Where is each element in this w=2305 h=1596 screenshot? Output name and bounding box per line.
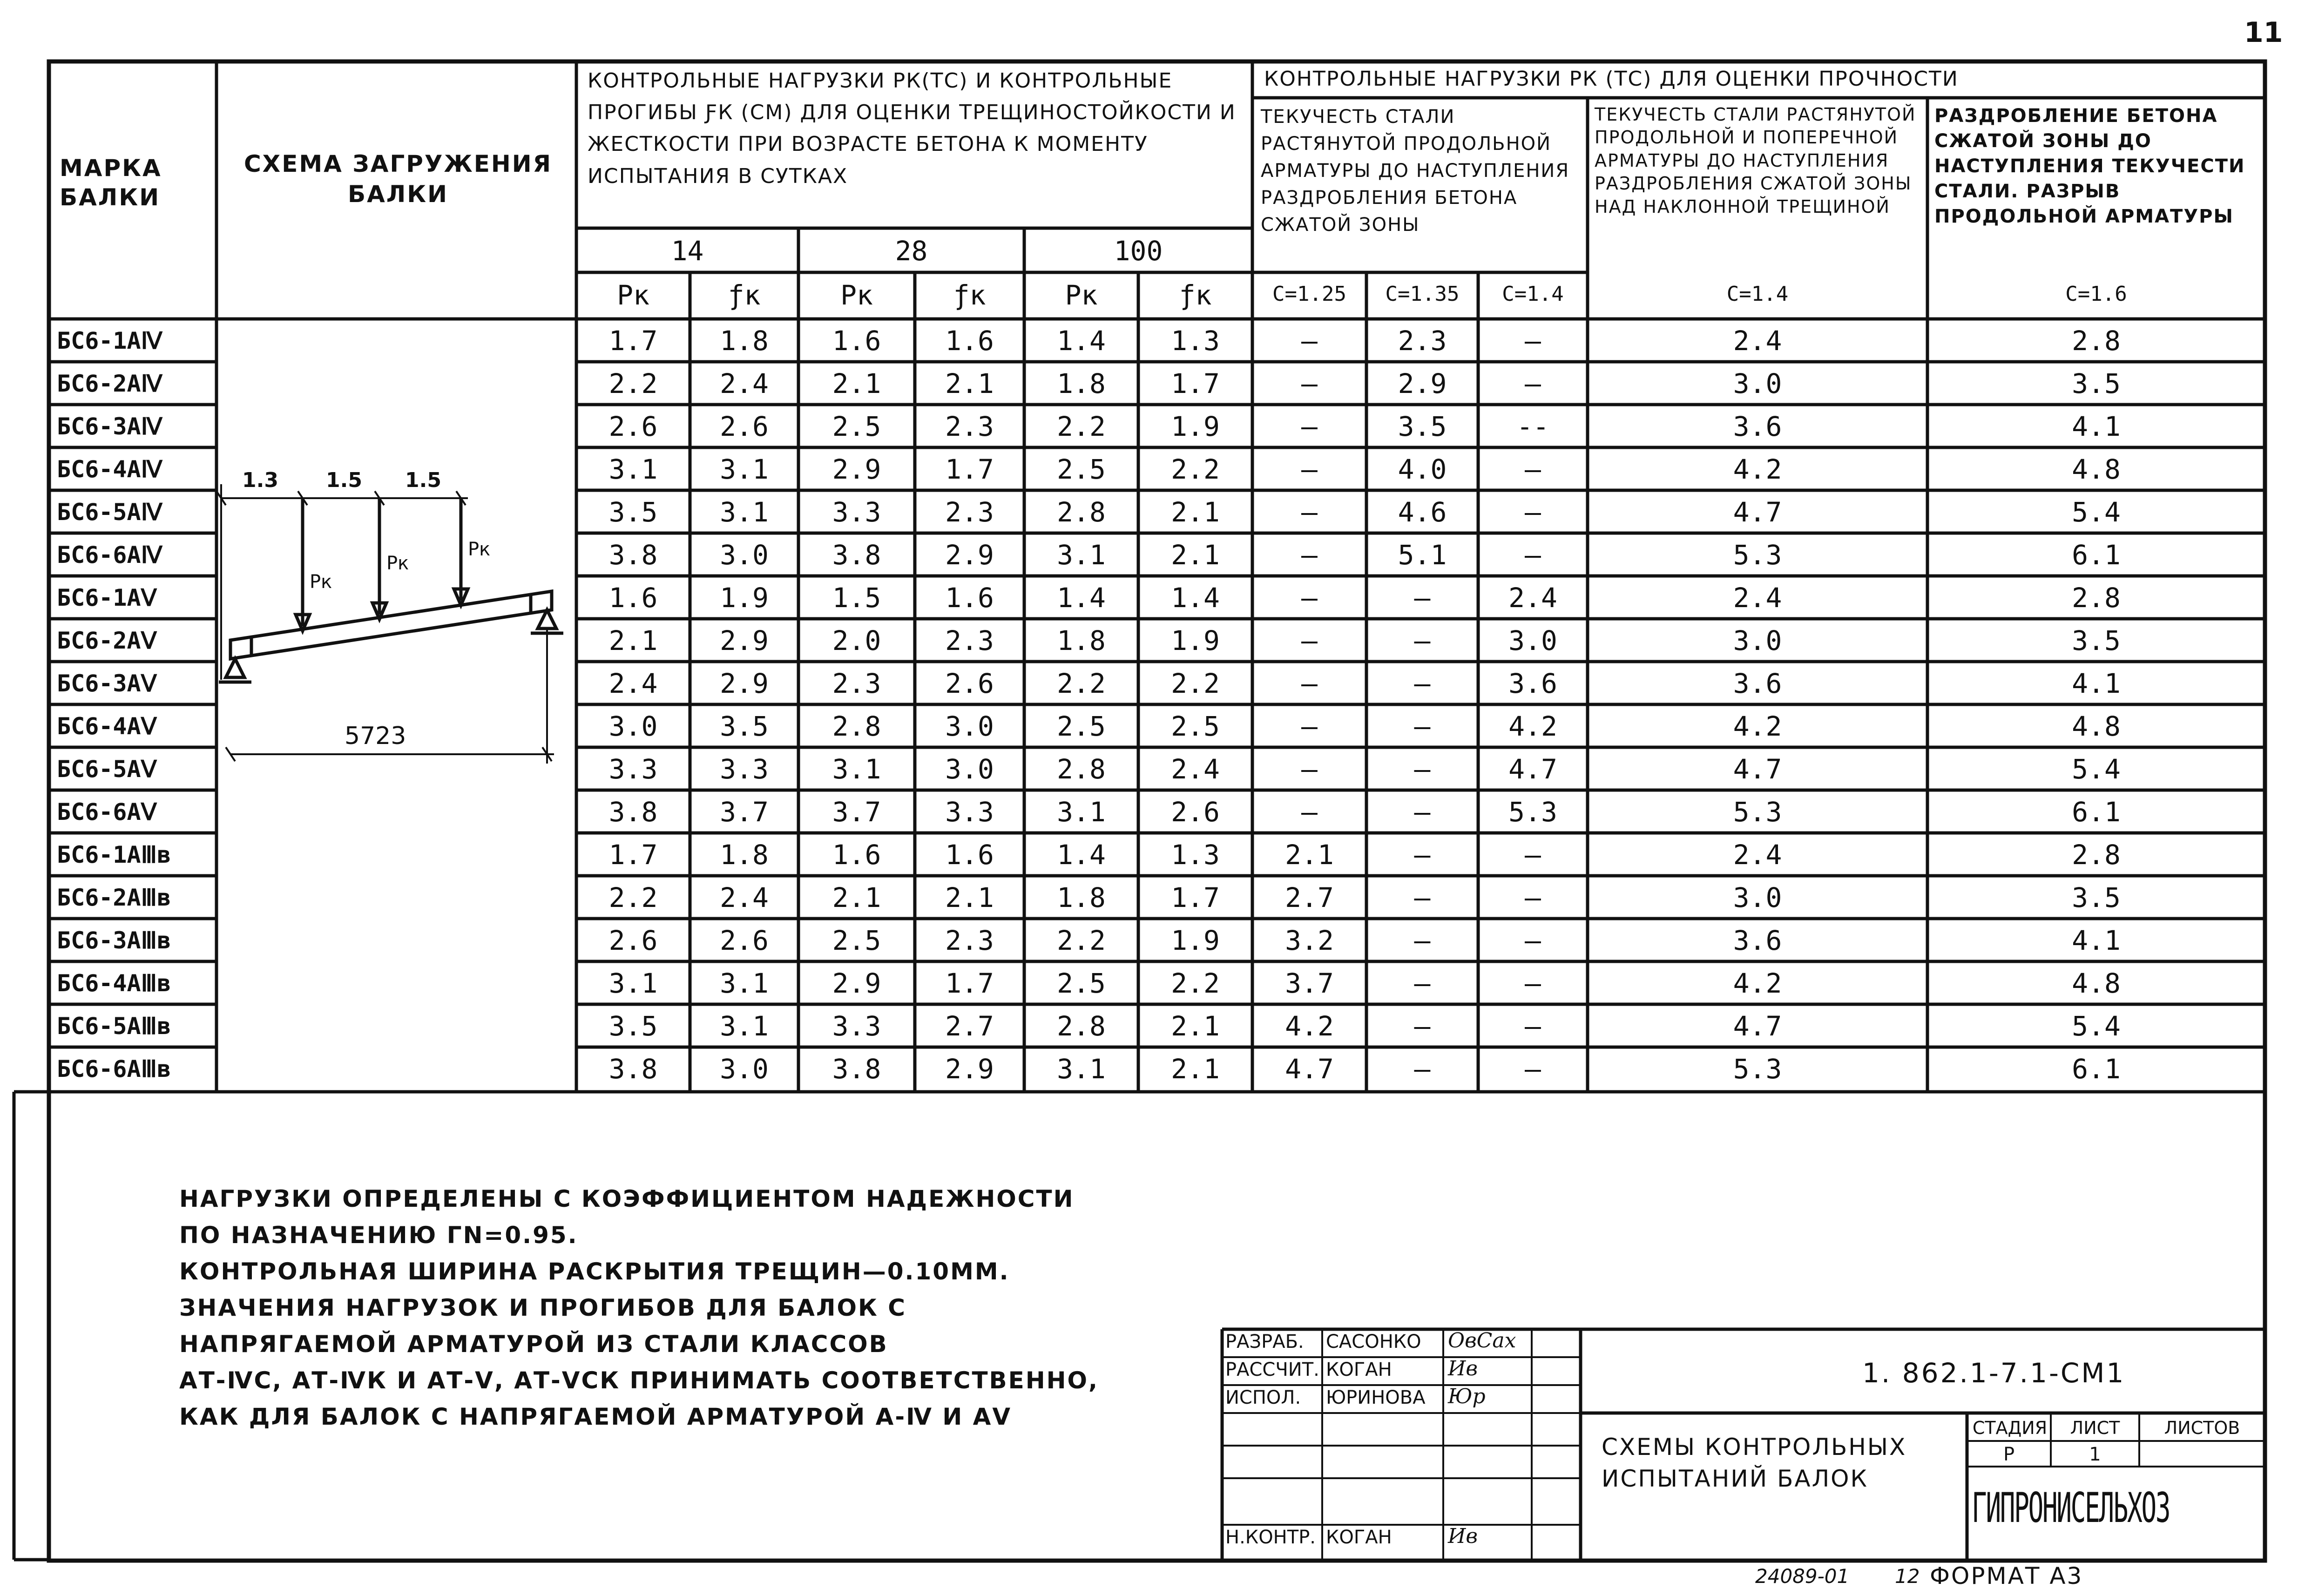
table-cell: 3.0 [1733, 882, 1782, 913]
table-cell: 2.2 [1171, 668, 1220, 699]
table-cell: — [1414, 796, 1431, 828]
table-cell: 1.6 [945, 839, 994, 871]
table-cell: 2.1 [832, 368, 881, 399]
table-cell: 2.9 [832, 453, 881, 485]
table-cell: 4.7 [1733, 496, 1782, 528]
table-cell: 2.1 [1285, 839, 1334, 871]
table-cell: 3.1 [608, 967, 658, 999]
table-cell: 2.6 [608, 925, 658, 956]
table-cell: 1.9 [1171, 411, 1220, 442]
table-cell: 3.3 [945, 796, 994, 828]
table-cell: 3.1 [1057, 539, 1106, 571]
table-cell: 4.7 [1508, 753, 1557, 785]
table-cell: 2.3 [945, 496, 994, 528]
table-cell: 2.4 [1171, 753, 1220, 785]
title-name: КОГАН [1326, 1527, 1392, 1548]
table-cell: 1.8 [1057, 882, 1106, 913]
table-cell: — [1414, 753, 1431, 785]
table-cell: 2.8 [2072, 582, 2121, 614]
table-cell: 2.3 [832, 668, 881, 699]
table-cell: 2.8 [832, 710, 881, 742]
table-cell: 2.5 [1171, 710, 1220, 742]
title-name: ЮРИНОВА [1326, 1387, 1426, 1408]
table-cell: 2.8 [2072, 839, 2121, 871]
scheme-span: 5723 [345, 722, 406, 750]
table-cell: — [1414, 839, 1431, 871]
table-cell: 3.3 [832, 1010, 881, 1042]
table-cell: 2.3 [945, 625, 994, 656]
table-cell: 1.8 [1057, 368, 1106, 399]
table-cell: 2.8 [1057, 753, 1106, 785]
table-cell: 3.0 [945, 710, 994, 742]
table-cell: — [1525, 496, 1541, 528]
table-cell: 5.3 [1508, 796, 1557, 828]
table-cell: 2.4 [1733, 839, 1782, 871]
header-crush: РАЗДРОБЛЕНИЕ БЕТОНА СЖАТОЙ ЗОНЫ ДО НАСТУПЛЕНИЯ ТЕКУЧЕСТИ СТАЛИ. РАЗРЫВ ПРОДОЛЬНОЙ АРМАТУРЫ [1934, 105, 2245, 227]
title-name: КОГАН [1326, 1359, 1392, 1380]
table-cell: 2.3 [945, 411, 994, 442]
table-cell: 2.4 [720, 882, 769, 913]
title-role: РАССЧИТ. [1225, 1359, 1319, 1380]
table-cell: 4.2 [1285, 1010, 1334, 1042]
table-cell: — [1525, 925, 1541, 956]
table-cell: — [1525, 839, 1541, 871]
table-cell: 5.4 [2072, 496, 2121, 528]
page-number: 11 [2244, 16, 2283, 49]
organization: ГИПРОНИСЕЛЬХОЗ [1972, 1484, 2170, 1532]
fk-label-28: ƒк [953, 279, 986, 311]
beam-mark: БС6-2АⅣ [57, 370, 162, 397]
table-cell: 1.3 [1171, 325, 1220, 357]
beam-scheme-drawing [216, 484, 563, 764]
table-cell: 3.3 [608, 753, 658, 785]
table-cell: 2.4 [1508, 582, 1557, 614]
table-cell: — [1414, 925, 1431, 956]
table-cell: 1.9 [1171, 925, 1220, 956]
table-cell: 2.5 [1057, 967, 1106, 999]
table-cell: 3.0 [1733, 625, 1782, 656]
table-cell: 1.7 [1171, 882, 1220, 913]
table-cell: 2.9 [945, 1053, 994, 1085]
table-cell: 3.7 [1285, 967, 1334, 999]
beam-mark: БС6-4АⅤ [57, 713, 157, 740]
table-cell: -- [1516, 411, 1549, 442]
beam-mark: БС6-6АⅢв [57, 1055, 171, 1082]
sheet-label: ЛИСТ [2070, 1418, 2120, 1438]
signature: Юр [1448, 1385, 1486, 1408]
table-cell: 3.6 [1733, 925, 1782, 956]
beam-mark: БС6-2АⅤ [57, 627, 157, 654]
table-cell: 2.6 [1171, 796, 1220, 828]
table-cell: 2.2 [1057, 925, 1106, 956]
beam-mark: БС6-4АⅣ [57, 456, 162, 483]
table-cell: 4.8 [2072, 453, 2121, 485]
note-line: ЗНАЧЕНИЯ НАГРУЗОК И ПРОГИБОВ ДЛЯ БАЛОК С [179, 1294, 906, 1321]
header-scheme: СХЕМА ЗАГРУЖЕНИЯ БАЛКИ [243, 150, 553, 208]
note-line: АТ-ⅣС, АТ-ⅣК И АТ-Ⅴ, АТ-ⅤСК ПРИНИМАТЬ СООТВЕТСТВЕННО, [179, 1367, 1099, 1394]
stage-label: СТАДИЯ [1972, 1418, 2048, 1438]
table-cell: 3.1 [720, 1010, 769, 1042]
age-100: 100 [1114, 235, 1163, 267]
table-cell: 4.0 [1398, 453, 1447, 485]
table-cell: 2.6 [720, 411, 769, 442]
header-yield-long: ТЕКУЧЕСТЬ СТАЛИ РАСТЯНУТОЙ ПРОДОЛЬНОЙ АРМАТУРЫ ДО НАСТУПЛЕНИЯ РАЗДРОБЛЕНИЯ БЕТОНА СЖАТОЙ ЗОНЫ [1261, 106, 1570, 236]
table-cell: — [1525, 539, 1541, 571]
table-cell: — [1414, 1010, 1431, 1042]
pk-label-14: Рк [617, 279, 649, 311]
age-28: 28 [895, 235, 928, 267]
table-cell: 4.1 [2072, 925, 2121, 956]
table-cell: 2.3 [1398, 325, 1447, 357]
age-14: 14 [671, 235, 704, 267]
table-cell: 2.5 [832, 925, 881, 956]
scheme-load-3: Рк [468, 539, 491, 560]
table-cell: 3.5 [1398, 411, 1447, 442]
table-cell: 2.9 [832, 967, 881, 999]
table-cell: 4.2 [1733, 710, 1782, 742]
table-cell: 2.1 [608, 625, 658, 656]
table-cell: 3.0 [1733, 368, 1782, 399]
table-cell: 3.2 [1285, 925, 1334, 956]
table-cell: — [1414, 625, 1431, 656]
table-cell: 3.8 [832, 539, 881, 571]
fk-label-100: ƒк [1179, 279, 1212, 311]
doc-title: СХЕМЫ КОНТРОЛЬНЫХ ИСПЫТАНИЙ БАЛОК [1602, 1434, 1907, 1492]
table-cell: 6.1 [2072, 1053, 2121, 1085]
inventory-number: 24089-01 [1755, 1565, 1850, 1588]
table-cell: 3.1 [832, 753, 881, 785]
table-cell: 4.2 [1508, 710, 1557, 742]
table-cell: 4.1 [2072, 411, 2121, 442]
table-cell: 2.2 [1171, 967, 1220, 999]
table-cell: 1.6 [832, 839, 881, 871]
table-cell: 3.6 [1733, 668, 1782, 699]
table-cell: 2.8 [2072, 325, 2121, 357]
table-cell: 1.4 [1171, 582, 1220, 614]
table-cell: 3.1 [720, 496, 769, 528]
table-cell: — [1525, 453, 1541, 485]
format-label: ФОРМАТ А3 [1930, 1562, 2083, 1589]
table-cell: 2.9 [1398, 368, 1447, 399]
table-cell: 1.6 [832, 325, 881, 357]
table-cell: 1.4 [1057, 839, 1106, 871]
table-cell: 2.4 [720, 368, 769, 399]
table-cell: 5.1 [1398, 539, 1447, 571]
table-cell: 2.4 [608, 668, 658, 699]
table-cell: — [1301, 496, 1318, 528]
table-cell: 3.0 [608, 710, 658, 742]
c-label-16: С=1.6 [2065, 282, 2127, 306]
stage-value: Р [2003, 1444, 2015, 1465]
table-cell: 2.2 [608, 368, 658, 399]
table-cell: 2.7 [945, 1010, 994, 1042]
table-cell: 5.3 [1733, 1053, 1782, 1085]
header-group1: КОНТРОЛЬНЫЕ НАГРУЗКИ РК(ТС) И КОНТРОЛЬНЫЕ ПРОГИБЫ ƑК (СМ) ДЛЯ ОЦЕНКИ ТРЕЩИНОСТОЙКОСТИ И ЖЕСТКОСТИ ПРИ ВОЗРАСТЕ БЕТОНА К МОМЕНТУ ИСПЫТАНИЯ В СУТКАХ [588, 69, 1236, 188]
c-label-135: С=1.35 [1385, 282, 1460, 306]
table-cell: 2.9 [945, 539, 994, 571]
table-cell: 3.8 [608, 796, 658, 828]
table-cell: 2.8 [1057, 1010, 1106, 1042]
table-cell: — [1414, 967, 1431, 999]
table-cell: 3.0 [720, 1053, 769, 1085]
table-cell: 3.5 [608, 496, 658, 528]
scheme-load-1: Рк [310, 571, 332, 593]
beam-mark: БС6-5АⅤ [57, 756, 157, 783]
table-cell: — [1301, 753, 1318, 785]
beam-mark: БС6-5АⅣ [57, 499, 162, 526]
table-cell: — [1414, 1053, 1431, 1085]
table-cell: 2.3 [945, 925, 994, 956]
table-cell: 2.7 [1285, 882, 1334, 913]
table-cell: 5.3 [1733, 796, 1782, 828]
table-cell: — [1414, 582, 1431, 614]
beam-mark: БС6-2АⅢв [57, 884, 171, 911]
table-cell: 3.8 [832, 1053, 881, 1085]
sheets-label: ЛИСТОВ [2164, 1418, 2240, 1438]
table-cell: 4.7 [1733, 753, 1782, 785]
table-cell: 3.1 [720, 967, 769, 999]
beam-mark: БС6-1АⅤ [57, 584, 157, 611]
table-cell: 2.0 [832, 625, 881, 656]
table-cell: 1.7 [945, 967, 994, 999]
beam-mark: БС6-1АⅣ [57, 327, 162, 354]
table-cell: — [1525, 1053, 1541, 1085]
table-cell: 2.1 [832, 882, 881, 913]
c-label-14b: С=1.4 [1726, 282, 1789, 306]
table-cell: 2.2 [1171, 453, 1220, 485]
table-cell: 2.9 [720, 668, 769, 699]
table-cell: 1.4 [1057, 325, 1106, 357]
footer-number: 12 [1895, 1565, 1920, 1588]
table-cell: — [1525, 325, 1541, 357]
sheet-value: 1 [2089, 1444, 2101, 1465]
title-name: САСОНКО [1326, 1331, 1421, 1353]
beam-mark: БС6-6АⅤ [57, 798, 157, 825]
c-label-125: С=1.25 [1272, 282, 1346, 306]
table-cell: 2.5 [1057, 453, 1106, 485]
table-cell: 1.4 [1057, 582, 1106, 614]
table-cell: 3.6 [1733, 411, 1782, 442]
table-cell: 4.7 [1733, 1010, 1782, 1042]
scheme-dim-3: 1.5 [405, 468, 441, 492]
table-cell: — [1301, 453, 1318, 485]
c-label-14a: С=1.4 [1502, 282, 1564, 306]
pk-label-28: Рк [840, 279, 873, 311]
table-cell: 2.6 [720, 925, 769, 956]
table-cell: 1.7 [945, 453, 994, 485]
table-cell: 2.4 [1733, 325, 1782, 357]
table-cell: 1.8 [720, 325, 769, 357]
table-cell: 3.5 [608, 1010, 658, 1042]
table-cell: 3.3 [832, 496, 881, 528]
table-cell: 1.7 [608, 325, 658, 357]
table-cell: 3.3 [720, 753, 769, 785]
table-cell: — [1301, 625, 1318, 656]
beam-mark: БС6-6АⅣ [57, 541, 162, 568]
table-cell: 3.5 [2072, 882, 2121, 913]
table-cell: 3.0 [1508, 625, 1557, 656]
table-cell: 3.7 [720, 796, 769, 828]
table-cell: 4.6 [1398, 496, 1447, 528]
table-cell: 3.0 [945, 753, 994, 785]
table-cell: 3.1 [608, 453, 658, 485]
table-cell: — [1301, 325, 1318, 357]
table-cell: — [1414, 710, 1431, 742]
table-cell: — [1525, 882, 1541, 913]
table-cell: 2.8 [1057, 496, 1106, 528]
beam-mark: БС6-5АⅢв [57, 1013, 171, 1040]
note-line: КАК ДЛЯ БАЛОК С НАПРЯГАЕМОЙ АРМАТУРОЙ А-Ⅳ И АⅤ [179, 1403, 1012, 1430]
table-cell: 1.7 [1171, 368, 1220, 399]
table-cell: 1.5 [832, 582, 881, 614]
title-role: РАЗРАБ. [1225, 1331, 1304, 1353]
table-cell: 2.5 [832, 411, 881, 442]
table-cell: 6.1 [2072, 796, 2121, 828]
scheme-load-2: Рк [386, 553, 409, 574]
table-cell: — [1301, 710, 1318, 742]
table-cell: 3.7 [832, 796, 881, 828]
table-cell: 4.8 [2072, 967, 2121, 999]
table-cell: 1.6 [608, 582, 658, 614]
table-cell: 3.5 [720, 710, 769, 742]
fk-label-14: ƒк [728, 279, 761, 311]
table-cell: 1.6 [945, 582, 994, 614]
table-cell: 1.6 [945, 325, 994, 357]
table-cell: 3.6 [1508, 668, 1557, 699]
note-line: ПО НАЗНАЧЕНИЮ ΓN=0.95. [179, 1222, 578, 1249]
table-cell: — [1525, 967, 1541, 999]
table-cell: 2.2 [608, 882, 658, 913]
table-cell: 3.1 [1057, 1053, 1106, 1085]
table-cell: 4.2 [1733, 453, 1782, 485]
table-cell: 2.5 [1057, 710, 1106, 742]
table-cell: 2.1 [1171, 539, 1220, 571]
table-cell: 5.3 [1733, 539, 1782, 571]
table-cell: — [1301, 539, 1318, 571]
beam-mark: БС6-1АⅢв [57, 841, 171, 868]
signature: Ив [1448, 1524, 1478, 1548]
scheme-dim-2: 1.5 [326, 468, 362, 492]
table-cell: 1.3 [1171, 839, 1220, 871]
table-cell: — [1525, 1010, 1541, 1042]
note-line: КОНТРОЛЬНАЯ ШИРИНА РАСКРЫТИЯ ТРЕЩИН—0.10ММ. [179, 1258, 1010, 1285]
table-cell: 1.7 [608, 839, 658, 871]
note-line: НАПРЯГАЕМОЙ АРМАТУРОЙ ИЗ СТАЛИ КЛАССОВ [179, 1331, 888, 1358]
table-cell: 3.8 [608, 1053, 658, 1085]
table-cell: 2.1 [945, 882, 994, 913]
pk-label-100: Рк [1065, 279, 1098, 311]
table-cell: — [1301, 668, 1318, 699]
table-cell: 4.7 [1285, 1053, 1334, 1085]
table-cell: 3.0 [720, 539, 769, 571]
header-mark: МАРКА БАЛКИ [60, 155, 162, 211]
table-cell: 2.1 [945, 368, 994, 399]
beam-mark: БС6-3АⅤ [57, 670, 157, 697]
table-cell: 4.1 [2072, 668, 2121, 699]
beam-mark: БС6-3АⅣ [57, 413, 162, 440]
table-cell: 3.5 [2072, 625, 2121, 656]
table-cell: — [1414, 882, 1431, 913]
table-cell: — [1525, 368, 1541, 399]
table-cell: 4.2 [1733, 967, 1782, 999]
header-group2: КОНТРОЛЬНЫЕ НАГРУЗКИ РК (ТС) ДЛЯ ОЦЕНКИ ПРОЧНОСТИ [1264, 67, 1959, 91]
table-cell: — [1301, 368, 1318, 399]
note-line: НАГРУЗКИ ОПРЕДЕЛЕНЫ С КОЭФФИЦИЕНТОМ НАДЕЖНОСТИ [179, 1185, 1075, 1212]
table-cell: 5.4 [2072, 1010, 2121, 1042]
beam-mark: БС6-4АⅢв [57, 970, 171, 997]
table-cell: — [1301, 796, 1318, 828]
table-cell: 2.1 [1171, 1053, 1220, 1085]
table-cell: 2.1 [1171, 496, 1220, 528]
table-cell: 2.2 [1057, 668, 1106, 699]
beam-mark: БС6-3АⅢв [57, 927, 171, 954]
signature: ОвСах [1448, 1329, 1516, 1353]
table-cell: 1.9 [720, 582, 769, 614]
table-cell: 1.9 [1171, 625, 1220, 656]
table-cell: 2.6 [608, 411, 658, 442]
signature: Ив [1448, 1357, 1478, 1380]
table-cell: 2.4 [1733, 582, 1782, 614]
table-cell: 2.6 [945, 668, 994, 699]
table-cell: 1.8 [720, 839, 769, 871]
title-role: ИСПОЛ. [1225, 1387, 1301, 1408]
table-cell: 2.2 [1057, 411, 1106, 442]
table-cell: — [1301, 411, 1318, 442]
table-cell: 3.5 [2072, 368, 2121, 399]
table-cell: 5.4 [2072, 753, 2121, 785]
table-cell: — [1301, 582, 1318, 614]
table-cell: 4.8 [2072, 710, 2121, 742]
scheme-dim-1: 1.3 [242, 468, 278, 492]
table-cell: 2.9 [720, 625, 769, 656]
table-cell: 6.1 [2072, 539, 2121, 571]
header-yield-trans: ТЕКУЧЕСТЬ СТАЛИ РАСТЯНУТОЙ ПРОДОЛЬНОЙ И ПОПЕРЕЧНОЙ АРМАТУРЫ ДО НАСТУПЛЕНИЯ РАЗДРОБЛЕНИЯ СЖАТОЙ ЗОНЫ НАД НАКЛОННОЙ ТРЕЩИНОЙ [1595, 104, 1916, 217]
doc-code: 1. 862.1-7.1-СМ1 [1862, 1357, 2126, 1389]
table-cell: 3.1 [1057, 796, 1106, 828]
table-cell: 1.8 [1057, 625, 1106, 656]
table-cell: — [1414, 668, 1431, 699]
table-cell: 3.1 [720, 453, 769, 485]
table-cell: 2.1 [1171, 1010, 1220, 1042]
title-role: Н.КОНТР. [1225, 1527, 1316, 1548]
table-cell: 3.8 [608, 539, 658, 571]
